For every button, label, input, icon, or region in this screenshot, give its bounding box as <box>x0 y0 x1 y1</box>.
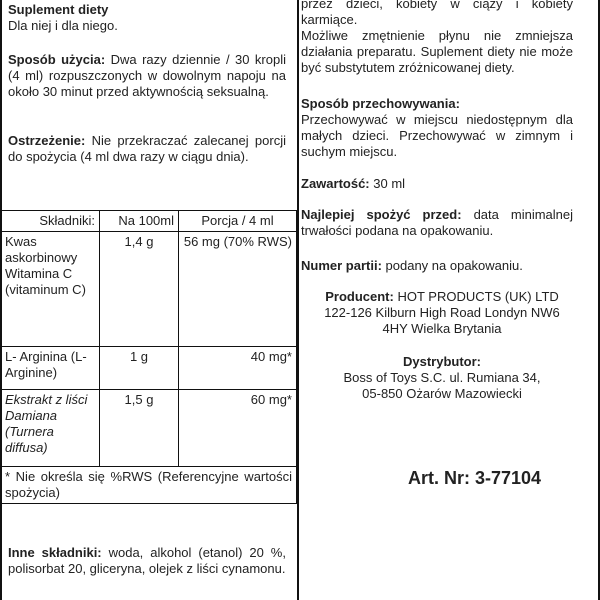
content-label: Zawartość: <box>301 176 370 191</box>
ingredients-table <box>0 210 297 504</box>
table-footnote-row <box>1 467 297 504</box>
content-text: 30 ml <box>373 176 406 191</box>
table-footnote: * Nie określa się %RWS (Referencyjne wartości spożycia) <box>1 467 297 504</box>
usage-text: Dwa razy dziennie / 30 kropli (4 ml) rozpuszczonych w dowolnym napoju na około 30 minut przed aktywnością seksualną. <box>8 52 286 99</box>
producer-label: Producent: <box>325 289 394 304</box>
header-per100: Na 100ml <box>100 211 179 232</box>
table-header-row <box>1 211 297 232</box>
batch-section <box>301 258 573 274</box>
header-ingredients: Składniki: <box>1 211 100 232</box>
row-name: Kwas askorbinowy Witamina C (vitaminum C) <box>1 232 100 347</box>
producer-line1: HOT PRODUCTS (UK) LTD <box>397 289 559 304</box>
warning-section <box>8 133 286 165</box>
distributor-line1: Boss of Toys S.C. ul. Rumiana 34, <box>343 370 541 385</box>
row-per100: 1,4 g <box>100 232 179 347</box>
content-section <box>301 176 573 192</box>
storage-section <box>301 96 573 160</box>
bestbefore-section <box>301 207 573 239</box>
batch-text: podany na opakowaniu. <box>385 258 523 273</box>
distributor-label: Dystrybutor: <box>402 354 481 369</box>
producer-line3: 4HY Wielka Brytania <box>382 321 502 336</box>
producer-section <box>301 289 583 337</box>
row-name: L- Arginina (L-Arginine) <box>1 347 100 390</box>
supplement-title: Suplement diety <box>8 2 109 17</box>
other-ingredients-text: woda, alkohol (etanol) 20 %, polisorbat 20, gliceryna, olejek z liści cynamonu. <box>8 545 286 576</box>
row-portion: 56 mg (70% RWS) <box>179 232 297 347</box>
right-column <box>299 0 600 600</box>
table-row <box>1 232 297 347</box>
storage-text: Przechowywać w miejscu niedostępnym dla małych dzieci. Przechowywać w zimnym i suchym miejscu. <box>301 112 573 159</box>
intro-text: przez dzieci, kobiety w ciąży i kobiety karmiące. <box>301 0 573 27</box>
storage-label: Sposób przechowywania: <box>301 96 460 111</box>
usage-section <box>8 52 286 100</box>
audience-text: Dla niej i dla niego. <box>8 18 118 33</box>
table-row <box>1 347 297 390</box>
warning-text: Nie przekraczać zalecanej porcji do spożycia (4 ml dwa razy w ciągu dnia). <box>8 133 286 164</box>
note-text: Możliwe zmętnienie płynu nie zmniejsza działania preparatu. Suplement diety nie może być substytutem zróżnicowanej diety. <box>301 28 573 75</box>
batch-label: Numer partii: <box>301 258 382 273</box>
row-name: Ekstrakt z liści Damiana (Turnera diffusa) <box>1 390 100 467</box>
left-column <box>0 0 299 600</box>
other-ingredients-section <box>8 545 286 577</box>
bestbefore-text: data minimalnej trwałości podana na opakowaniu. <box>301 207 573 238</box>
producer-line2: 122-126 Kilburn High Road Londyn NW6 <box>324 305 560 320</box>
distributor-section <box>301 354 583 402</box>
table-row <box>1 390 297 467</box>
other-ingredients-label: Inne składniki: <box>8 545 102 560</box>
article-number: Art. Nr: 3-77104 <box>408 468 542 488</box>
warning-label: Ostrzeżenie: <box>8 133 86 148</box>
row-per100: 1 g <box>100 347 179 390</box>
row-portion: 40 mg* <box>179 347 297 390</box>
usage-label: Sposób użycia: <box>8 52 106 67</box>
distributor-line2: 05-850 Ożarów Mazowiecki <box>362 386 522 401</box>
right-intro-block <box>301 0 573 76</box>
bestbefore-label: Najlepiej spożyć przed: <box>301 207 462 222</box>
row-portion: 60 mg* <box>179 390 297 467</box>
row-per100: 1,5 g <box>100 390 179 467</box>
supplement-title-block <box>8 2 288 34</box>
header-portion: Porcja / 4 ml <box>179 211 297 232</box>
